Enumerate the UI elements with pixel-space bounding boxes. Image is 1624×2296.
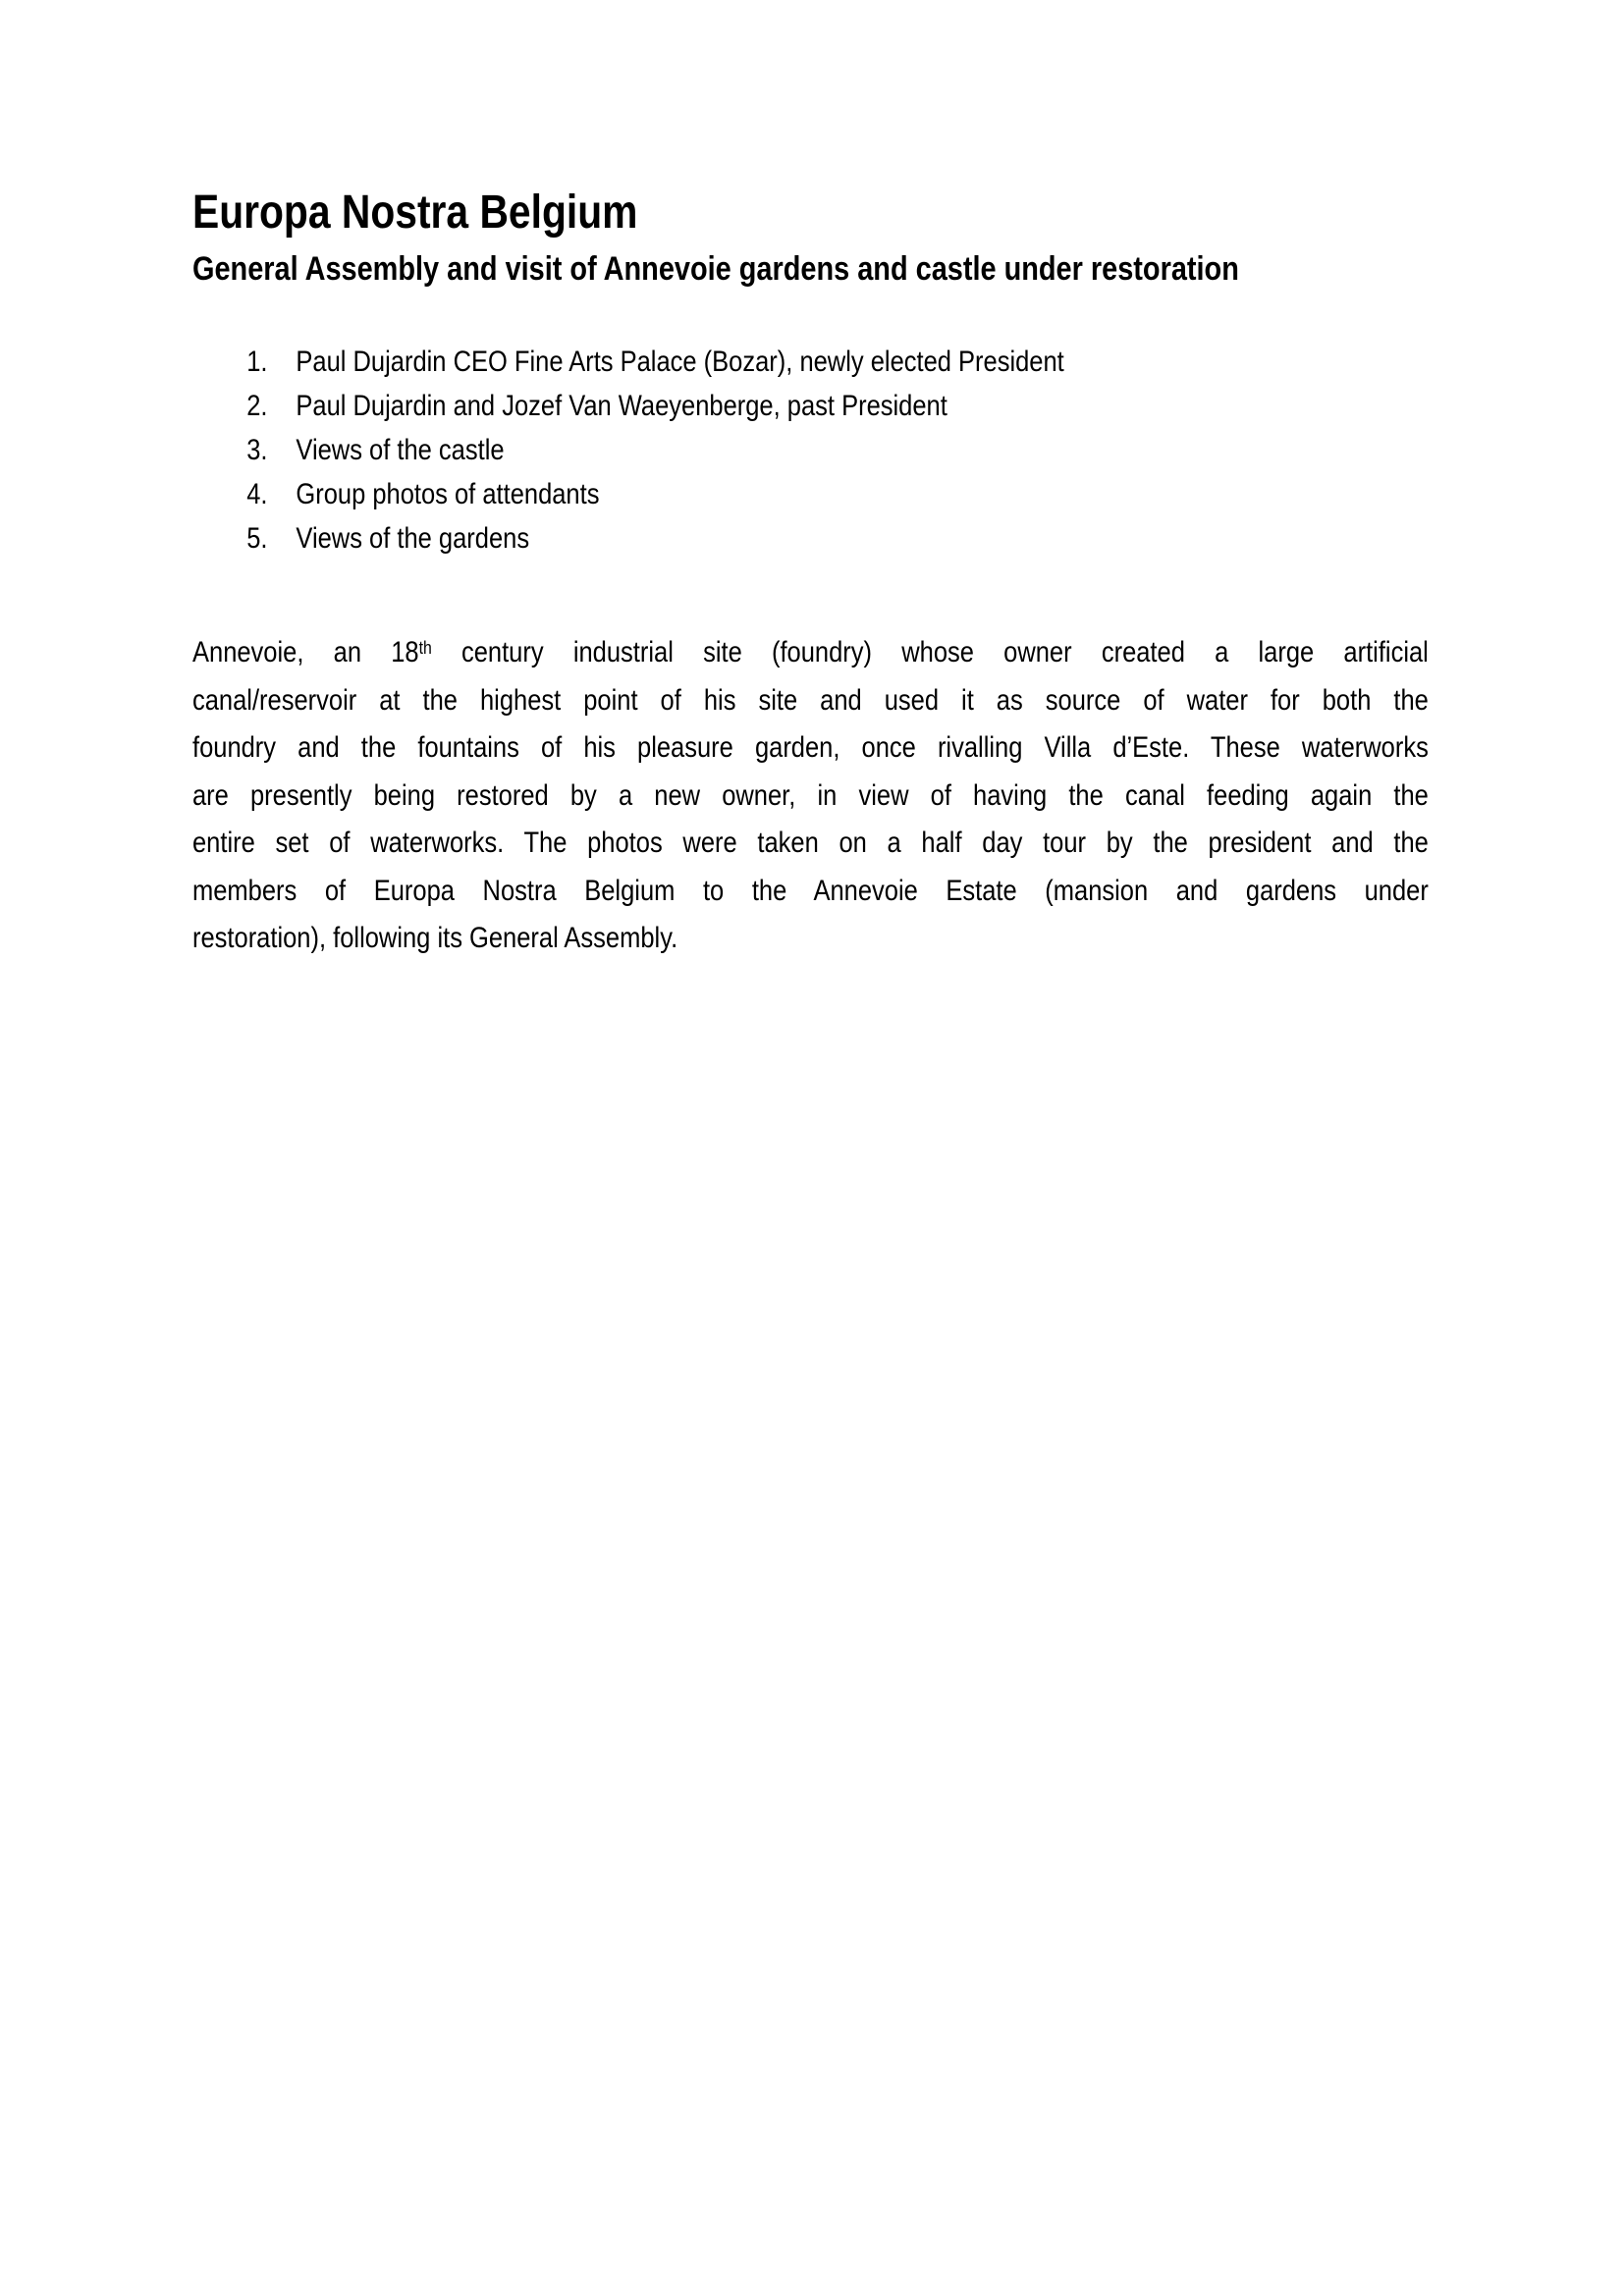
list-item-text: Paul Dujardin and Jozef Van Waeyenberge, past President [296, 390, 947, 422]
list-item-number: 5. [246, 522, 268, 555]
list-item [192, 340, 1429, 384]
list-item [192, 516, 1429, 561]
body-paragraph [192, 629, 1429, 963]
photo-list [192, 340, 1429, 561]
paragraph-line: are presently being restored by a new owner, in view of having the canal feeding again the [192, 778, 1429, 812]
superscript: th [418, 636, 432, 658]
list-item [192, 384, 1429, 428]
list-item-number: 1. [246, 346, 268, 378]
list-item-text: Views of the gardens [296, 522, 530, 555]
list-item-number: 4. [246, 478, 268, 510]
paragraph-line: restoration), following its General Assembly. [192, 922, 678, 954]
list-item-number: 2. [246, 390, 268, 422]
list-item-number: 3. [246, 434, 268, 466]
page-title: Europa Nostra Belgium [192, 187, 638, 239]
paragraph-line: members of Europa Nostra Belgium to the Annevoie Estate (mansion and gardens under [192, 874, 1429, 907]
page-subtitle: General Assembly and visit of Annevoie gardens and castle under restoration [192, 250, 1239, 288]
list-item-text: Paul Dujardin CEO Fine Arts Palace (Bozar), newly elected President [296, 346, 1064, 378]
list-item-text: Group photos of attendants [296, 478, 600, 510]
list-item-text: Views of the castle [296, 434, 505, 466]
list-item [192, 428, 1429, 472]
paragraph-line: Annevoie, an 18th century industrial site (foundry) whose owner created a large artificial [192, 636, 1429, 668]
paragraph-line: canal/reservoir at the highest point of his site and used it as source of water for both the [192, 683, 1429, 717]
paragraph-line: entire set of waterworks. The photos were taken on a half day tour by the president and the [192, 827, 1429, 859]
list-item [192, 472, 1429, 516]
paragraph-line: foundry and the fountains of his pleasure garden, once rivalling Villa d’Este. These waterworks [192, 731, 1429, 764]
document-content [192, 185, 1429, 963]
